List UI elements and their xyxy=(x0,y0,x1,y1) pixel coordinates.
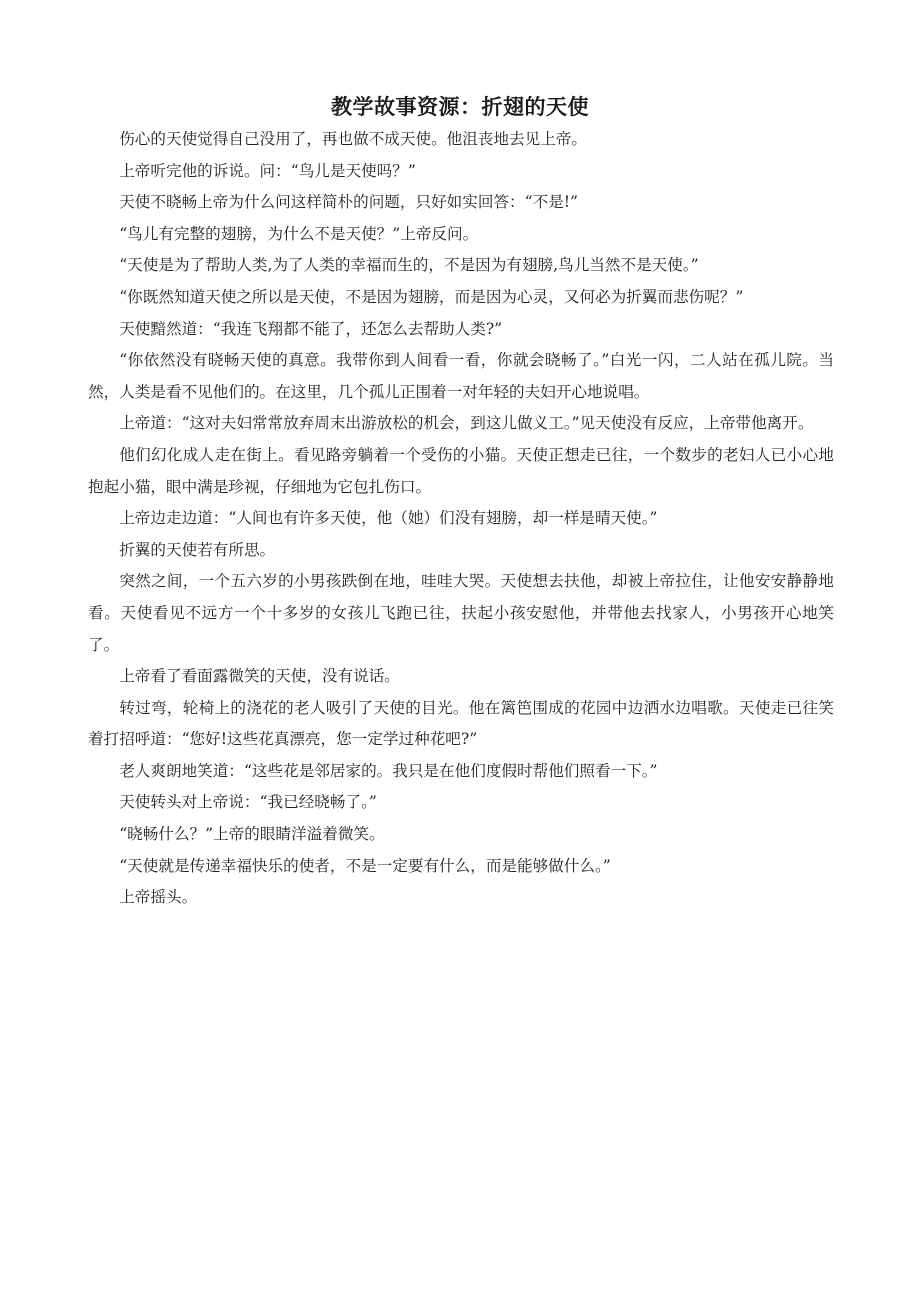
paragraph: 折翼的天使若有所思。 xyxy=(119,540,276,559)
paragraph: 上帝边走边道：“人间也有许多天使，他（她）们没有翅膀，却一样是晴天使。” xyxy=(119,509,658,528)
paragraph: 老人爽朗地笑道：“这些花是邻居家的。我只是在他们度假时帮他们照看一下。” xyxy=(119,761,658,780)
story-body xyxy=(88,124,834,914)
paragraph: “你依然没有晓畅天使的真意。我带你到人间看一看，你就会晓畅了。”白光一闪，二人站在孤儿院。当然，人类是看不见他们的。在这里，几个孤儿正围着一对年轻的夫妇开心地说唱。 xyxy=(88,351,834,401)
page-title: 教学故事资源：折翅的天使 xyxy=(331,95,589,119)
paragraph: 天使黯然道：“我连飞翔都不能了，还怎么去帮助人类?” xyxy=(119,319,503,338)
paragraph: 上帝道：“这对夫妇常常放弃周末出游放松的机会，到这儿做义工。”见天使没有反应，上帝带他离开。 xyxy=(119,414,814,433)
paragraph: 伤心的天使觉得自己没用了，再也做不成天使。他沮丧地去见上帝。 xyxy=(119,130,588,148)
paragraph: “晓畅什么？”上帝的眼睛洋溢着微笑。 xyxy=(119,825,385,844)
paragraph: 上帝摇头。 xyxy=(119,888,198,907)
paragraph: “你既然知道天使之所以是天使，不是因为翅膀，而是因为心灵，又何必为折翼而悲伤呢？” xyxy=(119,287,744,306)
paragraph: 上帝看了看面露微笑的天使，没有说话。 xyxy=(119,667,400,686)
paragraph: 上帝听完他的诉说。问：“鸟儿是天使吗？” xyxy=(119,161,416,180)
paragraph: 突然之间，一个五六岁的小男孩跌倒在地，哇哇大哭。天使想去扶他，却被上帝拉住，让他安安静静地看。天使看见不远方一个十多岁的女孩儿飞跑已往，扶起小孩安慰他，并带他去找家人，小男孩开心地笑了。 xyxy=(88,572,834,654)
paragraph: “鸟儿有完整的翅膀，为什么不是天使？”上帝反问。 xyxy=(119,224,479,243)
paragraph: 他们幻化成人走在街上。看见路旁躺着一个受伤的小猫。天使正想走已往，一个数步的老妇人已小心地抱起小猫，眼中满是珍视，仔细地为它包扎伤口。 xyxy=(88,445,834,496)
paragraph: 天使转头对上帝说：“我已经晓畅了。” xyxy=(119,793,377,812)
paragraph: “天使是为了帮助人类,为了人类的幸福而生的，不是因为有翅膀,鸟儿当然不是天使。” xyxy=(119,256,699,275)
paragraph: 天使不晓畅上帝为什么问这样简朴的问题，只好如实回答：“不是!” xyxy=(119,193,579,212)
paragraph: 转过弯，轮椅上的浇花的老人吸引了天使的目光。他在篱笆围成的花园中边洒水边唱歌。天使走已往笑着打招呼道：“您好!这些花真漂亮，您一定学过种花吧?” xyxy=(88,698,834,749)
paragraph: “天使就是传递幸福快乐的使者，不是一定要有什么，而是能够做什么。” xyxy=(119,856,611,875)
